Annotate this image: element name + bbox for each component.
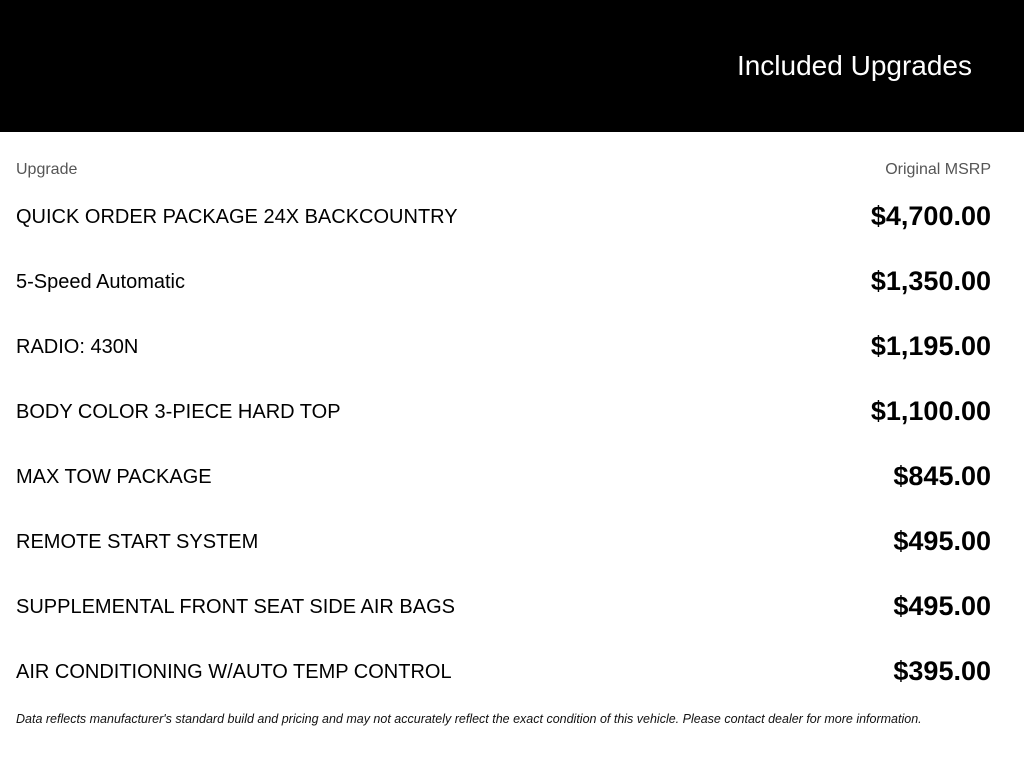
upgrade-price: $1,350.00 xyxy=(870,266,991,296)
upgrade-name: RADIO: 430N xyxy=(16,336,139,358)
upgrade-row xyxy=(16,390,991,455)
header-banner xyxy=(0,0,1024,132)
upgrade-row xyxy=(16,195,991,260)
upgrade-row xyxy=(16,455,991,520)
upgrade-price: $845.00 xyxy=(893,461,991,491)
upgrade-name: QUICK ORDER PACKAGE 24X BACKCOUNTRY xyxy=(16,206,458,228)
upgrade-price: $4,700.00 xyxy=(870,201,991,231)
upgrade-row xyxy=(16,520,991,585)
upgrade-price: $495.00 xyxy=(893,526,991,556)
upgrade-row xyxy=(16,325,991,390)
disclaimer-text: Data reflects manufacturer's standard build and pricing and may not accurately reflect the exact condition of this vehicle. Please contact dealer for more information. xyxy=(16,712,922,726)
upgrade-name: 5-Speed Automatic xyxy=(16,271,185,293)
upgrade-name: REMOTE START SYSTEM xyxy=(16,531,259,553)
upgrade-price: $395.00 xyxy=(893,656,991,686)
upgrade-name: SUPPLEMENTAL FRONT SEAT SIDE AIR BAGS xyxy=(16,596,456,618)
upgrade-name: MAX TOW PACKAGE xyxy=(16,466,212,488)
upgrade-price: $495.00 xyxy=(893,591,991,621)
upgrade-name: BODY COLOR 3-PIECE HARD TOP xyxy=(16,401,341,423)
upgrade-row xyxy=(16,650,991,715)
page-title: Included Upgrades xyxy=(736,50,972,81)
upgrade-price: $1,195.00 xyxy=(870,331,991,361)
upgrade-price: $1,100.00 xyxy=(870,396,991,426)
upgrades-list xyxy=(16,195,991,715)
column-header-upgrade: Upgrade xyxy=(16,161,78,178)
upgrade-row xyxy=(16,260,991,325)
upgrade-name: AIR CONDITIONING W/AUTO TEMP CONTROL xyxy=(16,661,452,683)
upgrade-row xyxy=(16,585,991,650)
column-header-msrp: Original MSRP xyxy=(885,161,991,178)
